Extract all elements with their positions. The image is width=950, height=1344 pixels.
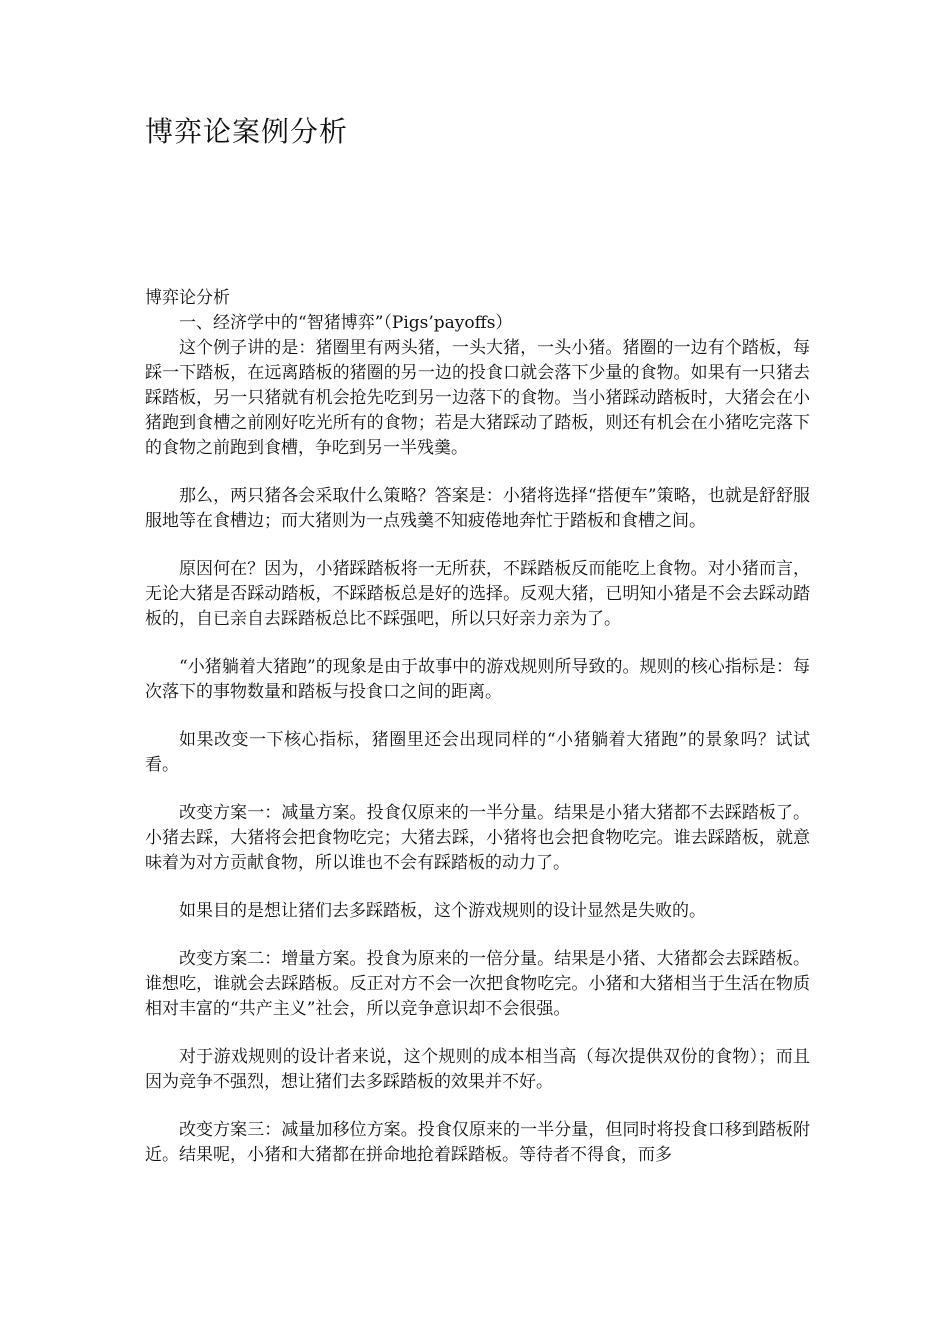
paragraph: 这个例子讲的是：猪圈里有两头猪，一头大猪，一头小猪。猪圈的一边有个踏板，每踩一下踏板，在远离踏板的猪圈的另一边的投食口就会落下少量的食物。如果有一只猪去踩踏板，另一只猪就有机会抢先吃到另一边落下的食物。当小猪踩动踏板时，大猪会在小猪跑到食槽之前刚好吃光所有的食物；若是大猪踩动了踏板，则还有机会在小猪吃完落下的食物之前跑到食槽，争吃到另一半残羹。	[145, 338, 810, 458]
paragraph: 改变方案三：减量加移位方案。投食仅原来的一半分量，但同时将投食口移到踏板附近。结果呢，小猪和大猪都在拼命地抢着踩踏板。等待者不得食，而多	[145, 1120, 810, 1165]
section-label: 博弈论分析	[145, 288, 230, 308]
section-heading: 一、经济学中的“智猪博弈”（Pigs’payoffs）	[179, 313, 513, 333]
paragraph: 改变方案二：增量方案。投食为原来的一倍分量。结果是小猪、大猪都会去踩踏板。谁想吃，谁就会去踩踏板。反正对方不会一次把食物吃完。小猪和大猪相当于生活在物质相对丰富的“共产主义”社会，所以竞争意识却不会很强。	[145, 949, 810, 1019]
paragraph: 原因何在？因为，小猪踩踏板将一无所获，不踩踏板反而能吃上食物。对小猪而言，无论大猪是否踩动踏板，不踩踏板总是好的选择。反观大猪，已明知小猪是不会去踩动踏板的，自已亲自去踩踏板总比不踩强吧，所以只好亲力亲为了。	[145, 559, 810, 629]
document-body	[145, 286, 810, 1191]
paragraph: 改变方案一：减量方案。投食仅原来的一半分量。结果是小猪大猪都不去踩踏板了。小猪去踩，大猪将会把食物吃完；大猪去踩，小猪将也会把食物吃完。谁去踩踏板，就意味着为对方贡献食物，所以谁也不会有踩踏板的动力了。	[145, 803, 810, 873]
paragraph: 对于游戏规则的设计者来说，这个规则的成本相当高（每次提供双份的食物）；而且因为竞争不强烈，想让猪们去多踩踏板的效果并不好。	[145, 1047, 810, 1092]
paragraph: “小猪躺着大猪跑”的现象是由于故事中的游戏规则所导致的。规则的核心指标是：每次落下的事物数量和踏板与投食口之间的距离。	[145, 657, 810, 702]
paragraph: 如果改变一下核心指标，猪圈里还会出现同样的“小猪躺着大猪跑”的景象吗？试试看。	[145, 730, 810, 775]
paragraph: 如果目的是想让猪们去多踩踏板，这个游戏规则的设计显然是失败的。	[179, 901, 706, 921]
document-title: 博弈论案例分析	[145, 115, 349, 148]
paragraph: 那么，两只猪各会采取什么策略？答案是：小猪将选择“搭便车”策略，也就是舒舒服服地等在食槽边；而大猪则为一点残羹不知疲倦地奔忙于踏板和食槽之间。	[145, 486, 810, 531]
